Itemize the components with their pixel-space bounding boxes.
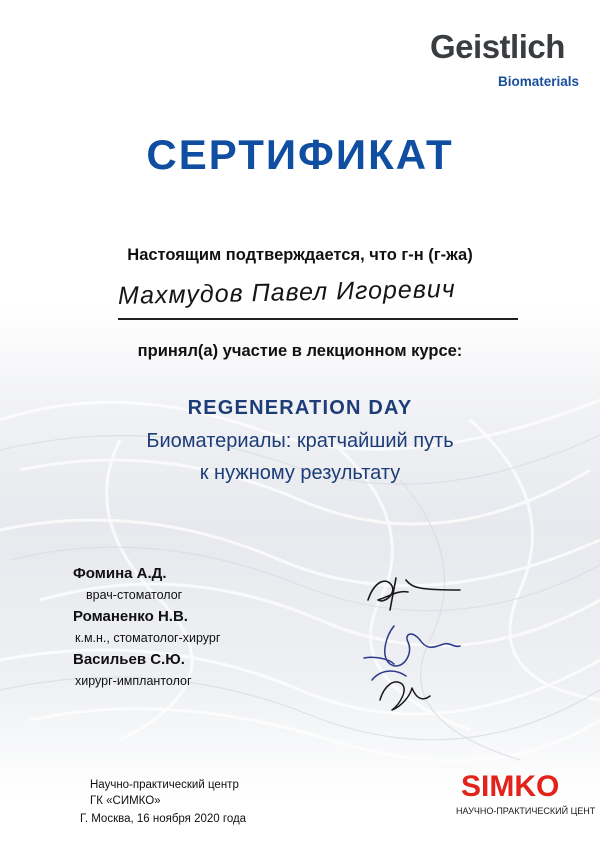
simko-logo-subtitle: НАУЧНО-ПРАКТИЧЕСКИЙ ЦЕНТ: [456, 806, 596, 816]
course-subtitle-line1: Биоматериалы: кратчайший путь: [146, 430, 454, 452]
signatory-role: к.м.н., стоматолог-хирург: [75, 631, 221, 645]
geistlich-logo: Geistlich: [430, 28, 565, 65]
certificate-title: СЕРТИФИКАТ: [146, 131, 454, 178]
signature-stroke: [380, 682, 430, 710]
recipient-name: Махмудов Павел Игоревич: [117, 274, 456, 310]
participation-text: принял(а) участие в лекционном курсе:: [137, 342, 463, 360]
signatory-role: хирург-имплантолог: [75, 674, 192, 688]
org-line1: Научно-практический центр: [90, 779, 239, 791]
name-underline: [118, 318, 518, 320]
signatory-name: Васильев С.Ю.: [73, 651, 185, 668]
signature-stroke: [385, 626, 460, 666]
simko-logo: SIMKO: [461, 770, 560, 803]
course-subtitle-line2: к нужному результату: [199, 462, 401, 484]
signatory-role: врач-стоматолог: [86, 588, 183, 602]
signature-stroke: [364, 657, 406, 680]
signature-icon: [350, 560, 490, 720]
place-date: Г. Москва, 16 ноября 2020 года: [80, 813, 247, 825]
signature-stroke: [368, 578, 460, 610]
course-title: REGENERATION DAY: [187, 397, 413, 419]
signatory-name: Романенко Н.В.: [73, 608, 188, 625]
geistlich-logo-subtitle: Biomaterials: [498, 74, 580, 89]
org-line2: ГК «СИМКО»: [90, 795, 161, 807]
confirmation-text: Настоящим подтверждается, что г-н (г-жа): [127, 246, 473, 264]
signatory-name: Фомина А.Д.: [73, 565, 167, 582]
